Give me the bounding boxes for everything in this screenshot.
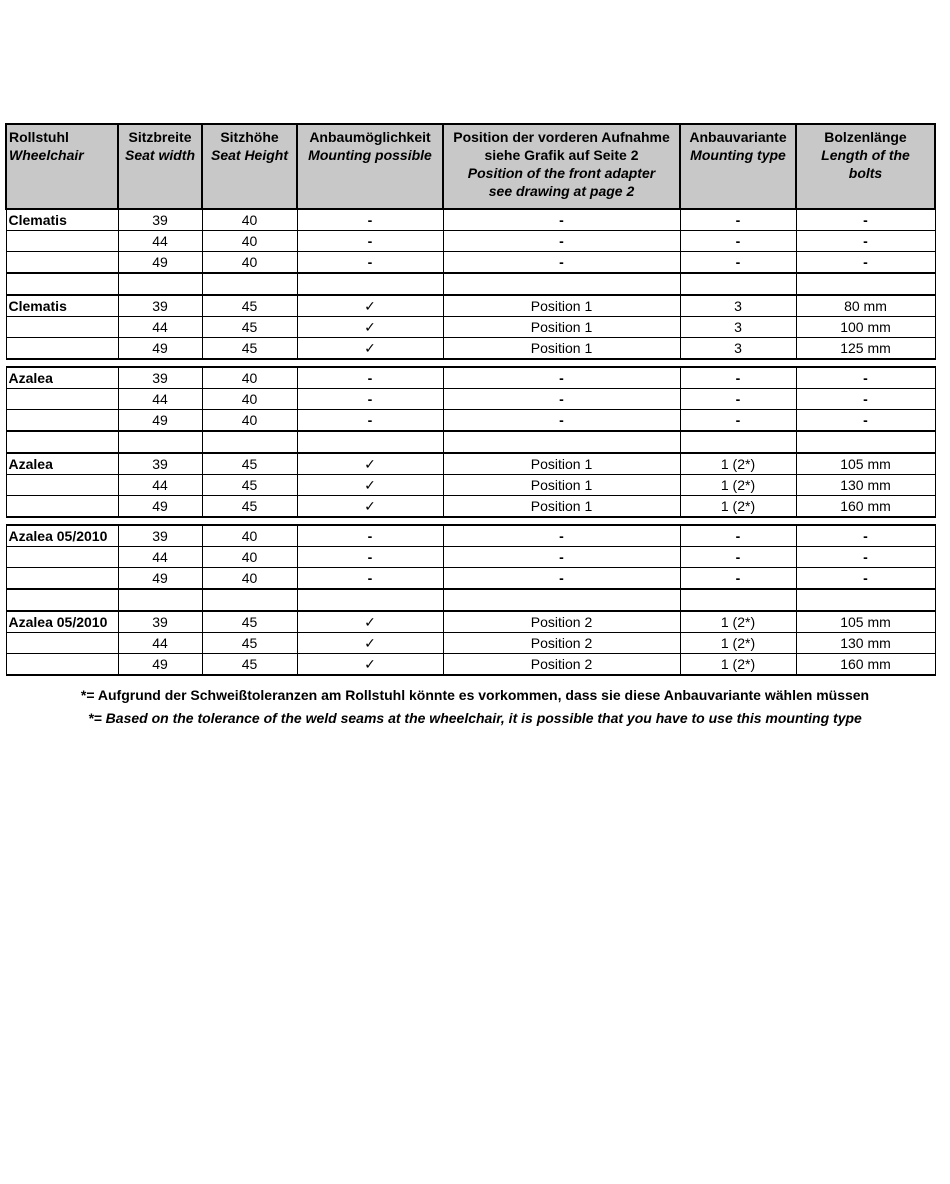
- empty-cell: [297, 517, 443, 525]
- cell-adapter-position: -: [443, 252, 680, 274]
- cell-wheelchair-model: [6, 231, 118, 252]
- empty-cell: [680, 517, 796, 525]
- empty-cell: [6, 589, 118, 611]
- cell-adapter-position: Position 1: [443, 453, 680, 475]
- cell-seat-height: 45: [202, 317, 297, 338]
- empty-cell: [202, 431, 297, 453]
- cell-bolt-length: -: [796, 367, 935, 389]
- cell-wheelchair-model: Clematis: [6, 295, 118, 317]
- cell-adapter-position: -: [443, 568, 680, 590]
- cell-mounting-type: -: [680, 525, 796, 547]
- cell-seat-height: 40: [202, 525, 297, 547]
- header-seat-height-en: Seat Height: [210, 147, 288, 163]
- empty-cell: [443, 589, 680, 611]
- cell-bolt-length: -: [796, 209, 935, 231]
- cell-mounting-possible: -: [297, 252, 443, 274]
- cell-mounting-type: 1 (2*): [680, 633, 796, 654]
- header-wheelchair-en: Wheelchair: [9, 147, 84, 163]
- cell-seat-height: 40: [202, 252, 297, 274]
- cell-adapter-position: -: [443, 525, 680, 547]
- cell-bolt-length: 160 mm: [796, 654, 935, 676]
- empty-cell: [297, 589, 443, 611]
- cell-mounting-possible: ✓: [297, 453, 443, 475]
- cell-adapter-position: Position 2: [443, 654, 680, 676]
- cell-seat-width: 49: [118, 252, 202, 274]
- header-row: [6, 124, 935, 209]
- cell-mounting-type: 3: [680, 317, 796, 338]
- empty-cell: [6, 359, 118, 367]
- cell-wheelchair-model: [6, 389, 118, 410]
- cell-seat-height: 40: [202, 547, 297, 568]
- cell-mounting-type: -: [680, 252, 796, 274]
- header-mounting-type-de: Anbauvariante: [689, 129, 787, 145]
- cell-seat-height: 45: [202, 453, 297, 475]
- cell-mounting-type: 1 (2*): [680, 475, 796, 496]
- cell-adapter-position: Position 2: [443, 611, 680, 633]
- cell-mounting-possible: -: [297, 209, 443, 231]
- cell-bolt-length: -: [796, 525, 935, 547]
- cell-seat-width: 39: [118, 367, 202, 389]
- table-row: [6, 410, 935, 432]
- cell-adapter-position: Position 1: [443, 338, 680, 360]
- table-row: [6, 633, 935, 654]
- header-mounting-possible: [297, 124, 443, 209]
- cell-mounting-type: 1 (2*): [680, 496, 796, 518]
- cell-bolt-length: 105 mm: [796, 453, 935, 475]
- empty-cell: [202, 517, 297, 525]
- empty-cell: [118, 517, 202, 525]
- empty-cell: [6, 273, 118, 295]
- cell-mounting-possible: -: [297, 410, 443, 432]
- cell-seat-height: 40: [202, 389, 297, 410]
- cell-mounting-possible: -: [297, 568, 443, 590]
- table-row: [6, 453, 935, 475]
- header-seat-width: [118, 124, 202, 209]
- empty-cell: [6, 431, 118, 453]
- empty-cell: [202, 359, 297, 367]
- cell-wheelchair-model: [6, 317, 118, 338]
- cell-mounting-type: 1 (2*): [680, 654, 796, 676]
- table-row: [6, 367, 935, 389]
- group-gap: [6, 517, 935, 525]
- empty-cell: [297, 431, 443, 453]
- header-seat-width-en: Seat width: [124, 147, 195, 163]
- cell-wheelchair-model: [6, 410, 118, 432]
- cell-mounting-type: -: [680, 568, 796, 590]
- cell-seat-height: 45: [202, 633, 297, 654]
- cell-mounting-possible: ✓: [297, 338, 443, 360]
- cell-bolt-length: 100 mm: [796, 317, 935, 338]
- cell-wheelchair-model: Azalea 05/2010: [6, 525, 118, 547]
- cell-seat-height: 45: [202, 654, 297, 676]
- cell-adapter-position: Position 1: [443, 295, 680, 317]
- table-row: [6, 338, 935, 360]
- header-mounting-type: [680, 124, 796, 209]
- table-row: [6, 611, 935, 633]
- cell-seat-height: 45: [202, 295, 297, 317]
- table-row: [6, 496, 935, 518]
- cell-seat-height: 40: [202, 231, 297, 252]
- table-row: [6, 252, 935, 274]
- cell-bolt-length: -: [796, 389, 935, 410]
- cell-bolt-length: 130 mm: [796, 475, 935, 496]
- spacer-row: [6, 273, 935, 295]
- cell-bolt-length: 160 mm: [796, 496, 935, 518]
- table-row: [6, 389, 935, 410]
- table-row: [6, 231, 935, 252]
- table-row: [6, 547, 935, 568]
- cell-bolt-length: -: [796, 568, 935, 590]
- header-adapter-position: [443, 124, 680, 209]
- header-bolt-length-en1: Length of the: [821, 147, 910, 163]
- empty-cell: [118, 273, 202, 295]
- cell-seat-height: 40: [202, 568, 297, 590]
- header-bolt-length-en2: bolts: [848, 165, 883, 181]
- cell-mounting-type: 1 (2*): [680, 611, 796, 633]
- cell-adapter-position: Position 1: [443, 496, 680, 518]
- header-wheelchair-de: Rollstuhl: [9, 129, 69, 145]
- header-adapter-position-de2: siehe Grafik auf Seite 2: [484, 147, 639, 163]
- cell-mounting-possible: ✓: [297, 633, 443, 654]
- cell-wheelchair-model: [6, 654, 118, 676]
- cell-mounting-possible: -: [297, 389, 443, 410]
- empty-cell: [297, 273, 443, 295]
- empty-cell: [443, 517, 680, 525]
- cell-adapter-position: Position 2: [443, 633, 680, 654]
- header-seat-width-de: Sitzbreite: [128, 129, 192, 145]
- cell-mounting-possible: ✓: [297, 611, 443, 633]
- cell-adapter-position: -: [443, 367, 680, 389]
- empty-cell: [118, 589, 202, 611]
- cell-wheelchair-model: [6, 568, 118, 590]
- cell-seat-height: 40: [202, 209, 297, 231]
- table-row: [6, 475, 935, 496]
- cell-wheelchair-model: [6, 338, 118, 360]
- cell-seat-width: 39: [118, 453, 202, 475]
- cell-seat-width: 39: [118, 209, 202, 231]
- header-bolt-length-de: Bolzenlänge: [824, 129, 907, 145]
- cell-seat-height: 45: [202, 475, 297, 496]
- cell-seat-height: 40: [202, 410, 297, 432]
- header-mounting-type-en: Mounting type: [690, 147, 786, 163]
- cell-seat-width: 44: [118, 389, 202, 410]
- cell-mounting-possible: -: [297, 547, 443, 568]
- cell-bolt-length: -: [796, 231, 935, 252]
- empty-cell: [680, 273, 796, 295]
- empty-cell: [443, 431, 680, 453]
- cell-seat-width: 44: [118, 475, 202, 496]
- header-seat-height: [202, 124, 297, 209]
- cell-wheelchair-model: Azalea: [6, 367, 118, 389]
- cell-seat-width: 44: [118, 317, 202, 338]
- empty-cell: [118, 359, 202, 367]
- cell-wheelchair-model: [6, 475, 118, 496]
- cell-adapter-position: -: [443, 410, 680, 432]
- cell-mounting-possible: ✓: [297, 496, 443, 518]
- cell-adapter-position: -: [443, 547, 680, 568]
- cell-seat-height: 45: [202, 338, 297, 360]
- cell-seat-width: 49: [118, 410, 202, 432]
- cell-bolt-length: -: [796, 252, 935, 274]
- cell-mounting-type: -: [680, 547, 796, 568]
- header-adapter-position-en2: see drawing at page 2: [488, 183, 635, 199]
- cell-seat-width: 49: [118, 496, 202, 518]
- cell-mounting-possible: ✓: [297, 654, 443, 676]
- empty-cell: [680, 359, 796, 367]
- cell-bolt-length: 80 mm: [796, 295, 935, 317]
- cell-mounting-possible: -: [297, 367, 443, 389]
- cell-wheelchair-model: Azalea 05/2010: [6, 611, 118, 633]
- cell-wheelchair-model: Clematis: [6, 209, 118, 231]
- cell-seat-width: 39: [118, 611, 202, 633]
- cell-seat-width: 44: [118, 547, 202, 568]
- empty-cell: [202, 589, 297, 611]
- cell-seat-width: 49: [118, 338, 202, 360]
- cell-bolt-length: 130 mm: [796, 633, 935, 654]
- cell-wheelchair-model: [6, 633, 118, 654]
- cell-seat-height: 40: [202, 367, 297, 389]
- empty-cell: [118, 431, 202, 453]
- header-mounting-possible-de: Anbaumöglichkeit: [309, 129, 431, 145]
- cell-mounting-possible: ✓: [297, 475, 443, 496]
- table-row: [6, 209, 935, 231]
- cell-wheelchair-model: [6, 496, 118, 518]
- cell-wheelchair-model: [6, 547, 118, 568]
- cell-seat-height: 45: [202, 611, 297, 633]
- empty-cell: [6, 517, 118, 525]
- cell-mounting-type: 3: [680, 295, 796, 317]
- header-seat-height-de: Sitzhöhe: [220, 129, 279, 145]
- cell-adapter-position: -: [443, 231, 680, 252]
- cell-mounting-possible: ✓: [297, 317, 443, 338]
- empty-cell: [796, 589, 935, 611]
- header-mounting-possible-en: Mounting possible: [308, 147, 432, 163]
- group-gap: [6, 359, 935, 367]
- cell-bolt-length: -: [796, 410, 935, 432]
- header-adapter-position-en1: Position of the front adapter: [467, 165, 656, 181]
- footnote-english: *= Based on the tolerance of the weld seams at the wheelchair, it is possible that you have to use this mounting type: [88, 710, 862, 726]
- empty-cell: [443, 273, 680, 295]
- header-adapter-position-de1: Position der vorderen Aufnahme: [453, 129, 670, 145]
- empty-cell: [796, 359, 935, 367]
- cell-mounting-type: 3: [680, 338, 796, 360]
- cell-mounting-type: -: [680, 410, 796, 432]
- cell-seat-width: 39: [118, 295, 202, 317]
- cell-adapter-position: Position 1: [443, 317, 680, 338]
- cell-mounting-type: -: [680, 209, 796, 231]
- cell-bolt-length: -: [796, 547, 935, 568]
- spacer-row: [6, 589, 935, 611]
- cell-adapter-position: -: [443, 389, 680, 410]
- footnote-german: *= Aufgrund der Schweißtoleranzen am Rollstuhl könnte es vorkommen, dass sie diese Anbauvariante wählen müssen: [80, 687, 870, 703]
- table-row: [6, 317, 935, 338]
- empty-cell: [297, 359, 443, 367]
- cell-mounting-possible: -: [297, 525, 443, 547]
- cell-adapter-position: -: [443, 209, 680, 231]
- table-row: [6, 568, 935, 590]
- cell-mounting-type: -: [680, 389, 796, 410]
- cell-mounting-type: -: [680, 367, 796, 389]
- compatibility-table: [5, 123, 936, 676]
- cell-adapter-position: Position 1: [443, 475, 680, 496]
- cell-seat-width: 39: [118, 525, 202, 547]
- table-row: [6, 654, 935, 676]
- spacer-row: [6, 431, 935, 453]
- cell-wheelchair-model: [6, 252, 118, 274]
- cell-seat-width: 44: [118, 231, 202, 252]
- cell-mounting-type: 1 (2*): [680, 453, 796, 475]
- cell-wheelchair-model: Azalea: [6, 453, 118, 475]
- header-bolt-length: [796, 124, 935, 209]
- table-row: [6, 525, 935, 547]
- empty-cell: [796, 273, 935, 295]
- empty-cell: [202, 273, 297, 295]
- empty-cell: [796, 517, 935, 525]
- empty-cell: [443, 359, 680, 367]
- empty-cell: [796, 431, 935, 453]
- cell-mounting-possible: -: [297, 231, 443, 252]
- cell-seat-width: 49: [118, 654, 202, 676]
- cell-mounting-type: -: [680, 231, 796, 252]
- table-body: [6, 209, 935, 675]
- cell-seat-width: 44: [118, 633, 202, 654]
- table-row: [6, 295, 935, 317]
- header-wheelchair: [6, 124, 118, 209]
- cell-bolt-length: 125 mm: [796, 338, 935, 360]
- cell-mounting-possible: ✓: [297, 295, 443, 317]
- cell-seat-width: 49: [118, 568, 202, 590]
- cell-seat-height: 45: [202, 496, 297, 518]
- cell-bolt-length: 105 mm: [796, 611, 935, 633]
- empty-cell: [680, 431, 796, 453]
- empty-cell: [680, 589, 796, 611]
